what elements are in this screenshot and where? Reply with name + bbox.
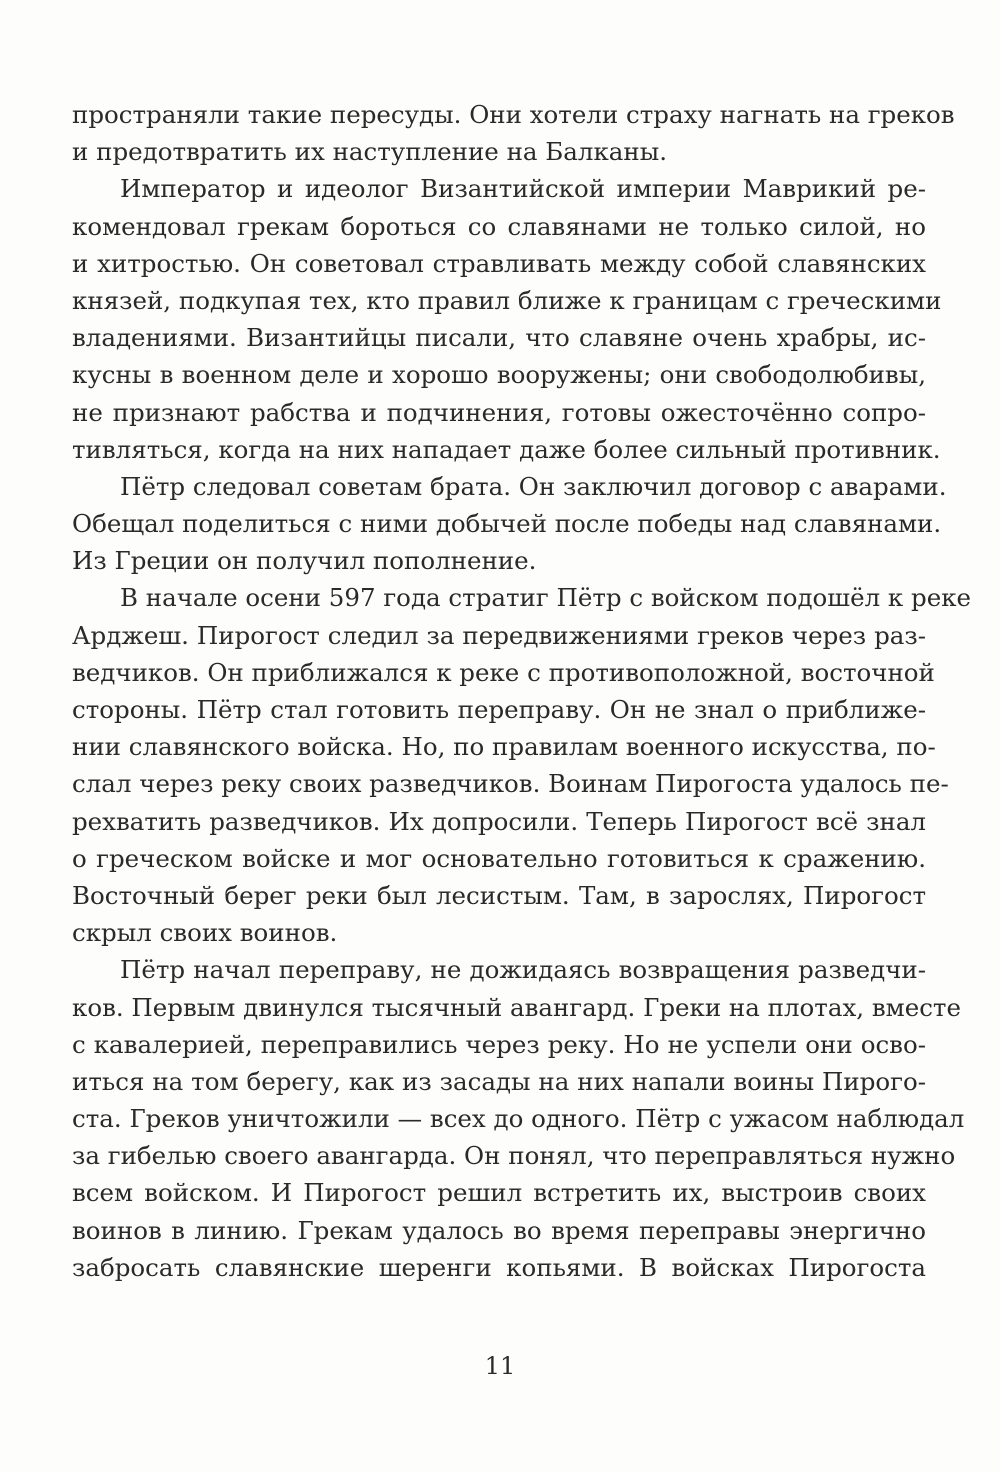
text-line: Обещал поделиться с ними добычей после победы над славянами. [72,509,942,539]
text-line: ведчиков. Он приближался к реке с противоположной, восточной [72,657,935,687]
text-line: и предотвратить их наступление на Балканы. [72,137,667,167]
text-line: и хитростью. Он советовал стравливать между собой славянских [72,248,926,278]
text-line: ков. Первым двинулся тысячный авангард. Греки на плотах, вместе [72,992,961,1022]
paragraph [72,951,965,1286]
text-line: ста. Греков уничтожили — всех до одного. Пётр с ужасом наблюдал [72,1104,965,1134]
text-line: скрыл своих воинов. [72,918,338,948]
text-line: Арджеш. Пирогост следил за передвижениями греков через раз- [72,620,926,650]
text-line: Пётр начал переправу, не дожидаясь возвращения разведчи- [120,955,926,985]
text-line: слал через реку своих разведчиков. Воинам Пирогоста удалось пе- [72,769,949,799]
text-line: В начале осени 597 года стратиг Пётр с войском подошёл к реке [120,583,972,613]
text-line: Восточный берег реки был лесистым. Там, в зарослях, Пирогост [72,880,926,910]
text-line: воинов в линию. Грекам удалось во время переправы энергично [72,1215,926,1245]
text-line: комендовал грекам бороться со славянами не только силой, но [72,211,926,241]
text-line: иться на том берегу, как из засады на них напали воины Пирого- [72,1066,926,1096]
text-line: Император и идеолог Византийской империи Маврикий ре- [120,174,926,204]
text-line: не признают рабства и подчинения, готовы ожесточённо сопро- [72,397,926,427]
text-line: князей, подкупая тех, кто правил ближе к границам с греческими [72,285,942,315]
page-number: 11 [484,1352,516,1380]
paragraph [72,170,942,468]
text-line: нии славянского войска. Но, по правилам военного искусства, по- [72,732,936,762]
text-line: владениями. Византийцы писали, что славяне очень храбры, ис- [72,323,926,353]
text-line: тивляться, когда на них нападает даже более сильный противник. [72,434,941,464]
text-line: о греческом войске и мог основательно готовиться к сражению. [72,843,926,873]
paragraph [72,96,955,170]
text-line: с кавалерией, переправились через реку. Но не успели они осво- [72,1029,926,1059]
text-line: всем войском. И Пирогост решил встретить их, выстроив своих [72,1178,926,1208]
paragraph [72,579,972,951]
text-line: за гибелью своего авангарда. Он понял, что переправляться нужно [72,1141,956,1171]
text-line: пространяли такие пересуды. Они хотели страху нагнать на греков [72,100,955,129]
text-line: Пётр следовал советам брата. Он заключил договор с аварами. [120,471,947,501]
text-line: стороны. Пётр стал готовить переправу. Он не знал о приближе- [72,695,926,724]
text-line: кусны в военном деле и хорошо вооружены; они свободолюбивы, [72,360,926,390]
body-text [72,96,972,1286]
text-line: Из Греции он получил пополнение. [72,546,537,576]
text-line: забросать славянские шеренги копьями. В войсках Пирогоста [72,1252,926,1282]
paragraph [72,468,947,580]
text-line: рехватить разведчиков. Их допросили. Теперь Пирогост всё знал [72,806,926,836]
